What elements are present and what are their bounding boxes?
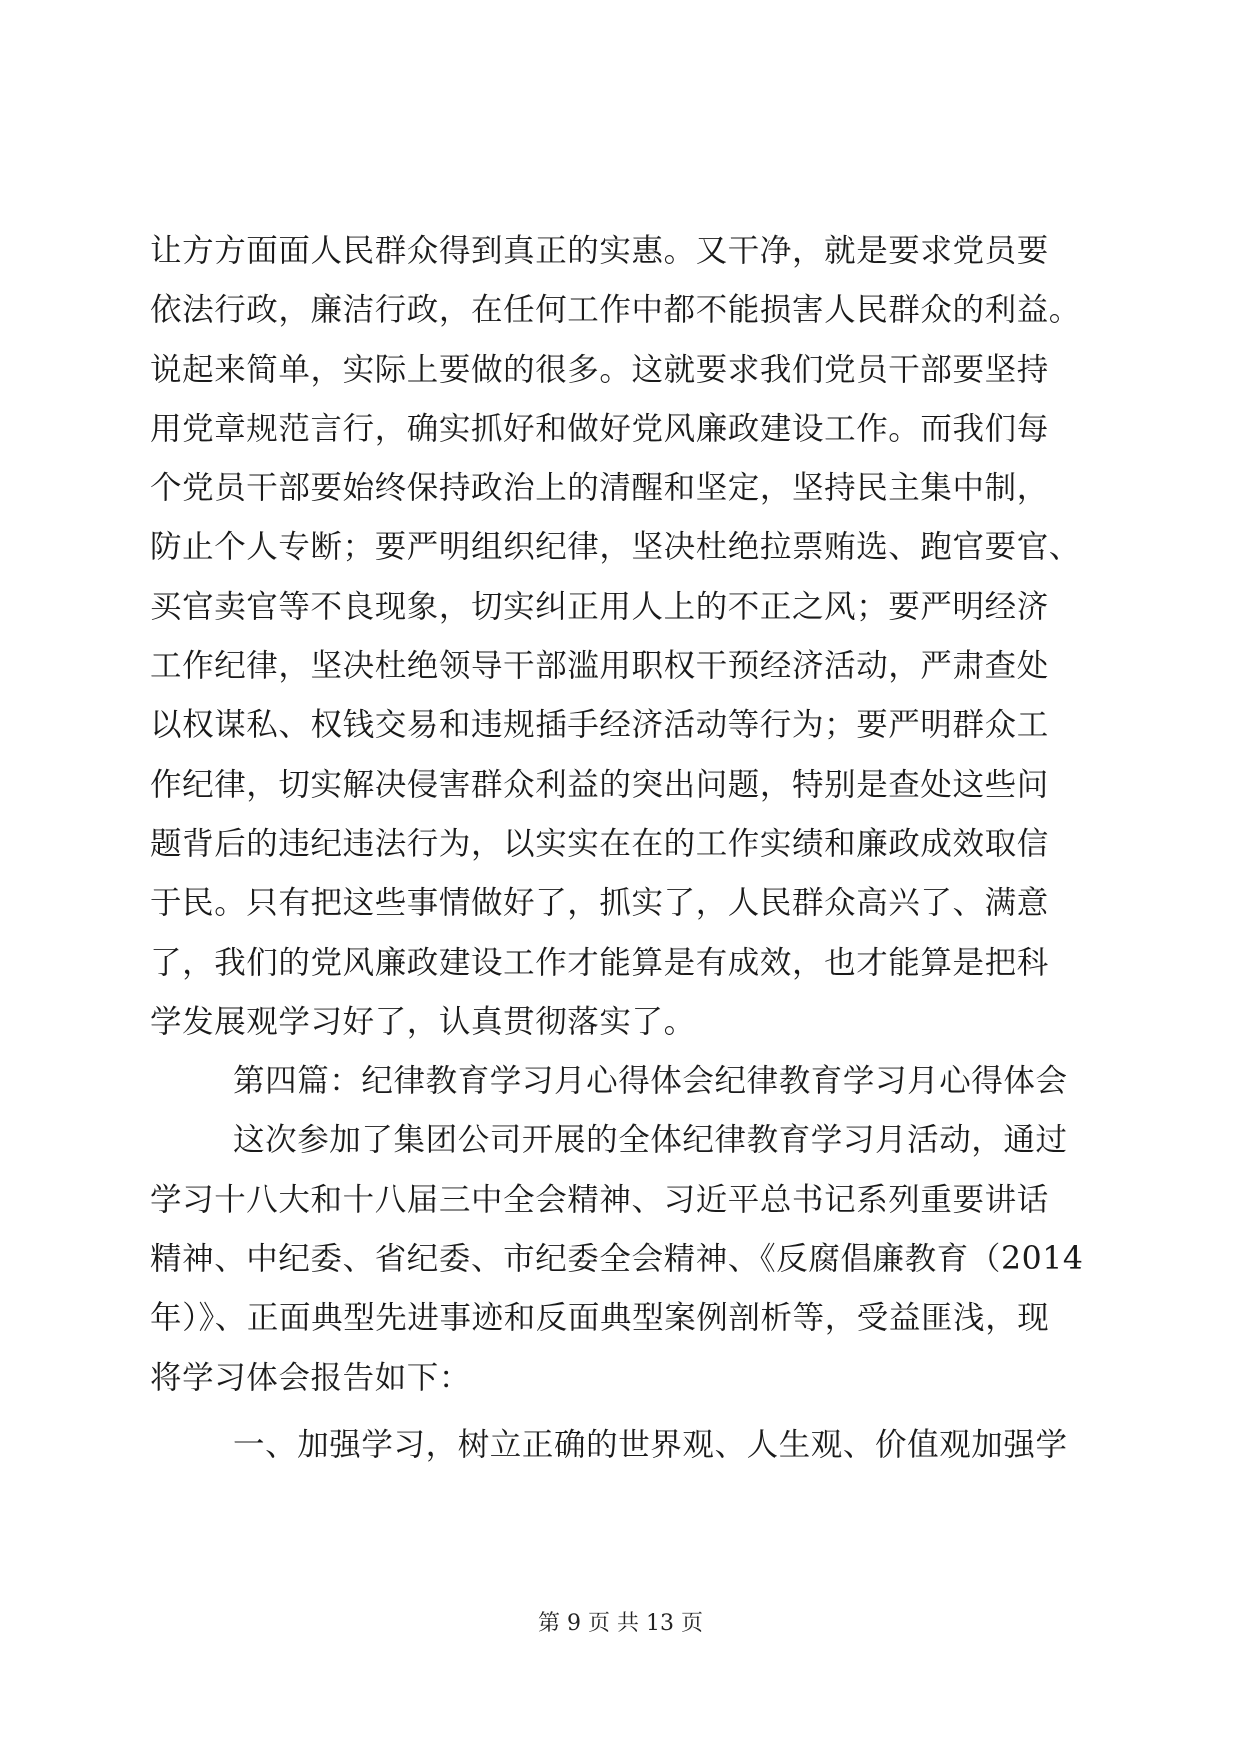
text-line: 以权谋私、权钱交易和违规插手经济活动等行为；要严明群众工 bbox=[150, 707, 1049, 744]
text-line: 年）》、正面典型先进事迹和反面典型案例剖析等，受益匪浅，现 bbox=[150, 1300, 1050, 1337]
document-body bbox=[150, 222, 1085, 1475]
text-line: 买官卖官等不良现象，切实纠正用人上的不正之风；要严明经济 bbox=[150, 588, 1049, 625]
text-line: 工作纪律，坚决杜绝领导干部滥用职权干预经济活动，严肃查处 bbox=[150, 648, 1049, 685]
text-line: 学习十八大和十八届三中全会精神、习近平总书记系列重要讲话 bbox=[150, 1181, 1049, 1218]
page-number: 第 9 页 共 13 页 bbox=[538, 1611, 703, 1636]
text-line: 依法行政，廉洁行政，在任何工作中都不能损害人民群众的利益。 bbox=[150, 292, 1081, 329]
text-line: 用党章规范言行，确实抓好和做好党风廉政建设工作。而我们每 bbox=[150, 410, 1049, 447]
section-heading: 第四篇：纪律教育学习月心得体会纪律教育学习月心得体会 bbox=[233, 1063, 1068, 1100]
text-line: 了，我们的党风廉政建设工作才能算是有成效，也才能算是把科 bbox=[150, 944, 1049, 981]
text-line: 个党员干部要始终保持政治上的清醒和坚定，坚持民主集中制， bbox=[150, 470, 1049, 507]
text-line: 精神、中纪委、省纪委、市纪委全会精神、《反腐倡廉教育（2014 bbox=[150, 1241, 1084, 1278]
text-line: 防止个人专断；要严明组织纪律，坚决杜绝拉票贿选、跑官要官、 bbox=[150, 529, 1081, 566]
text-line: 将学习体会报告如下： bbox=[150, 1359, 472, 1396]
text-line: 学发展观学习好了，认真贯彻落实了。 bbox=[150, 1003, 696, 1040]
text-line: 这次参加了集团公司开展的全体纪律教育学习月活动，通过 bbox=[233, 1122, 1068, 1159]
subsection-heading: 一、加强学习，树立正确的世界观、人生观、价值观加强学 bbox=[233, 1426, 1068, 1463]
text-line: 说起来简单，实际上要做的很多。这就要求我们党员干部要坚持 bbox=[150, 351, 1049, 388]
text-line: 作纪律，切实解决侵害群众利益的突出问题，特别是查处这些问 bbox=[150, 766, 1049, 803]
text-line: 让方方面面人民群众得到真正的实惠。又干净，就是要求党员要 bbox=[150, 233, 1049, 269]
text-line: 题背后的违纪违法行为，以实实在在的工作实绩和廉政成效取信 bbox=[150, 825, 1049, 862]
text-line: 于民。只有把这些事情做好了，抓实了，人民群众高兴了、满意 bbox=[150, 885, 1049, 922]
